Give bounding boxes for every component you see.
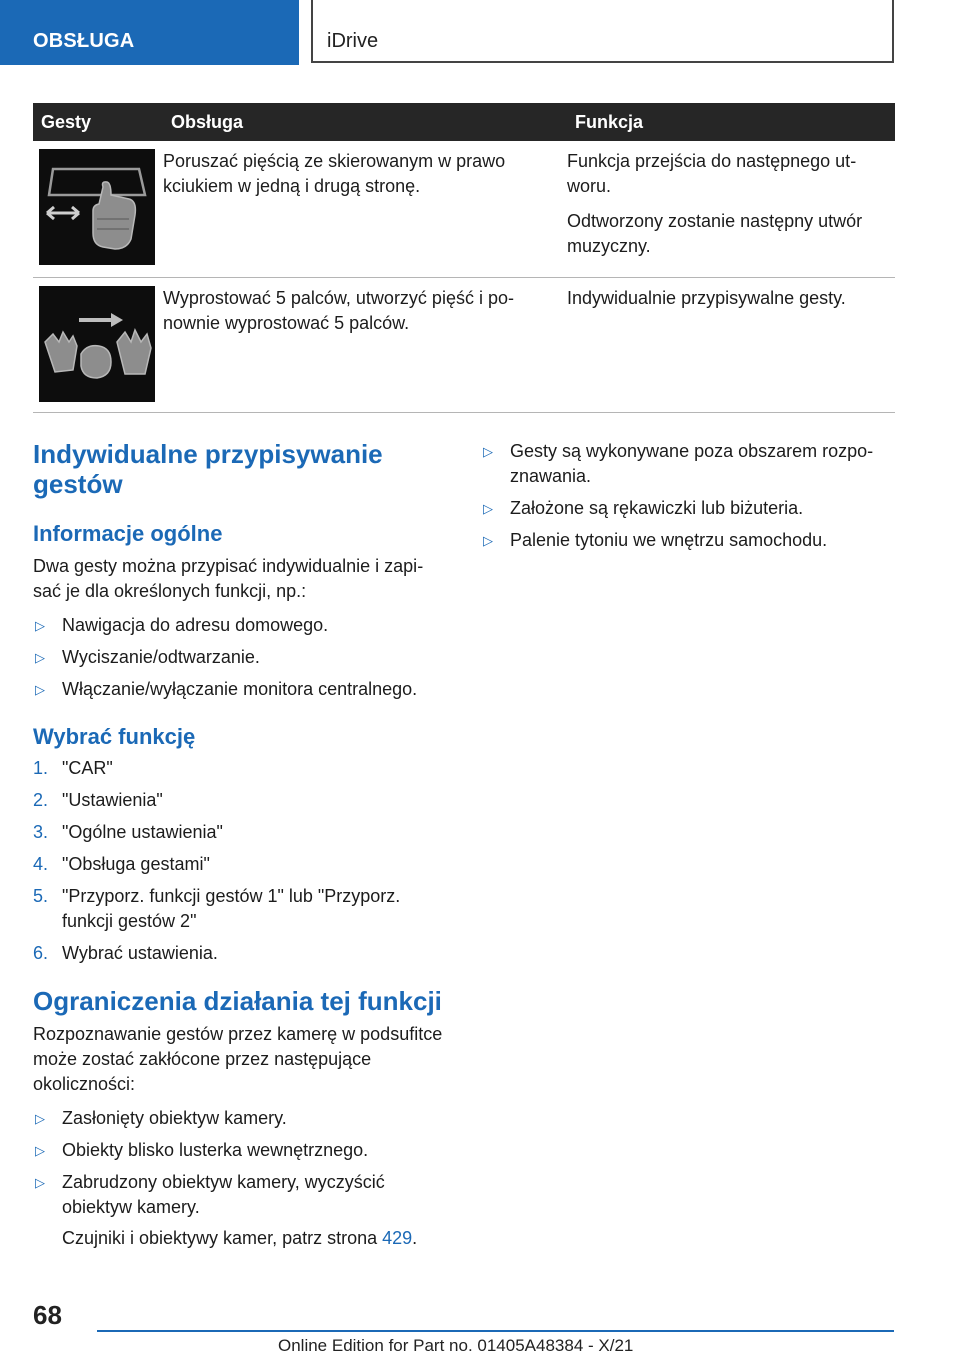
general-text: Dwa gesty można przypisać indywidualnie i zapisać je dla określonych funkcji, np.: [33,556,424,601]
heading-general: Informacje ogólne [33,521,223,546]
triangle-bullet-icon: ▷ [35,1111,45,1126]
row2-operation: Wyprostować 5 palców, utworzyć pięść i ponownie wyprostować 5 palców. [163,278,567,413]
triangle-bullet-icon: ▷ [35,682,45,697]
list-item: ▷ Nawigacja do adresu domowego. [33,613,445,638]
page-number: 68 [33,1300,62,1330]
row2-function-line: Indywidualnie przypisywalne gesty. [567,288,846,308]
list-item: 1. "CAR" [33,758,113,778]
table-header-gestures: Gesty [33,103,163,141]
row2-function [567,278,895,413]
row1-function-line: Funkcja przejścia do następnego utworu. [567,151,857,196]
limitations-list [33,1106,445,1220]
header-section-tab [0,0,299,65]
triangle-bullet-icon: ▷ [483,444,493,459]
list-item: ▷ Wyciszanie/odtwarzanie. [33,645,445,670]
table-header-function: Funkcja [567,103,895,141]
triangle-bullet-icon: ▷ [35,618,45,633]
triangle-bullet-icon: ▷ [483,501,493,516]
table-row [33,141,895,278]
list-item: ▷ Gesty są wykonywane poza obszarem rozpoznawania. [483,441,874,486]
list-item: 2. "Ustawienia" [33,790,163,810]
row1-function [567,141,895,278]
table-row [33,278,895,413]
list-item: ▷ Zabrudzony obiektyw kamery, wyczyścić obiektyw kamery. [35,1172,385,1217]
footer-rule [97,1330,894,1332]
header-chapter-label: iDrive [327,30,379,52]
page-reference-link[interactable]: 429 [382,1228,413,1248]
heading-limitations: Ograniczenia działania tej funkcji [33,986,442,1016]
triangle-bullet-icon: ▷ [35,1143,45,1158]
triangle-bullet-icon: ▷ [35,1175,45,1190]
list-item: 3. "Ogólne ustawienia" [33,822,223,842]
list-item: ▷ Założone są rękawiczki lub biżuteria. [481,496,895,521]
gesture-table [33,103,895,413]
gesture-thumb-swipe-icon [39,149,155,265]
gesture-open-fist-icon [39,286,155,402]
list-item: 5. "Przyporz. funkcji gestów 1" lub "Przyporz. funkcji gestów 2" [33,886,401,931]
list-item: ▷ Obiekty blisko lusterka wewnętrznego. [33,1138,445,1163]
list-item: ▷ Zasłonięty obiektyw kamery. [33,1106,445,1131]
left-column [33,439,445,1251]
list-item: ▷ Włączanie/wyłączanie monitora centralnego. [33,677,445,702]
triangle-bullet-icon: ▷ [35,650,45,665]
list-item: 4. "Obsługa gestami" [33,854,210,874]
limitations-list-continued [481,439,895,553]
row1-operation: Poruszać pięścią ze skierowanym w prawo kciukiem w jedną i drugą stronę. [163,141,567,278]
steps-list [33,756,445,966]
header-chapter-tab [311,0,894,63]
list-item: 6. Wybrać ustawienia. [33,943,218,963]
triangle-bullet-icon: ▷ [483,533,493,548]
header-section-label: OBSŁUGA [33,30,135,52]
list-item: ▷ Palenie tytoniu we wnętrzu samochodu. [481,528,895,553]
section-title: Indywidualne przypisywanie gestów [33,439,383,499]
heading-select-function: Wybrać funkcję [33,724,196,749]
camera-note: Czujniki i obiektywy kamer, patrz strona 429. [62,1228,418,1248]
limitations-text: Rozpoznawanie gestów przez kamerę w podsufitce może zostać zakłócone przez następujące okoliczności: [33,1024,443,1094]
row1-function-line: Odtworzony zostanie następny utwór muzyczny. [567,211,863,256]
table-header-operation: Obsługa [163,103,567,141]
general-list [33,613,445,702]
right-column [481,439,895,560]
footer-text: Online Edition for Part no. 01405A48384 - X/21 [278,1336,634,1355]
